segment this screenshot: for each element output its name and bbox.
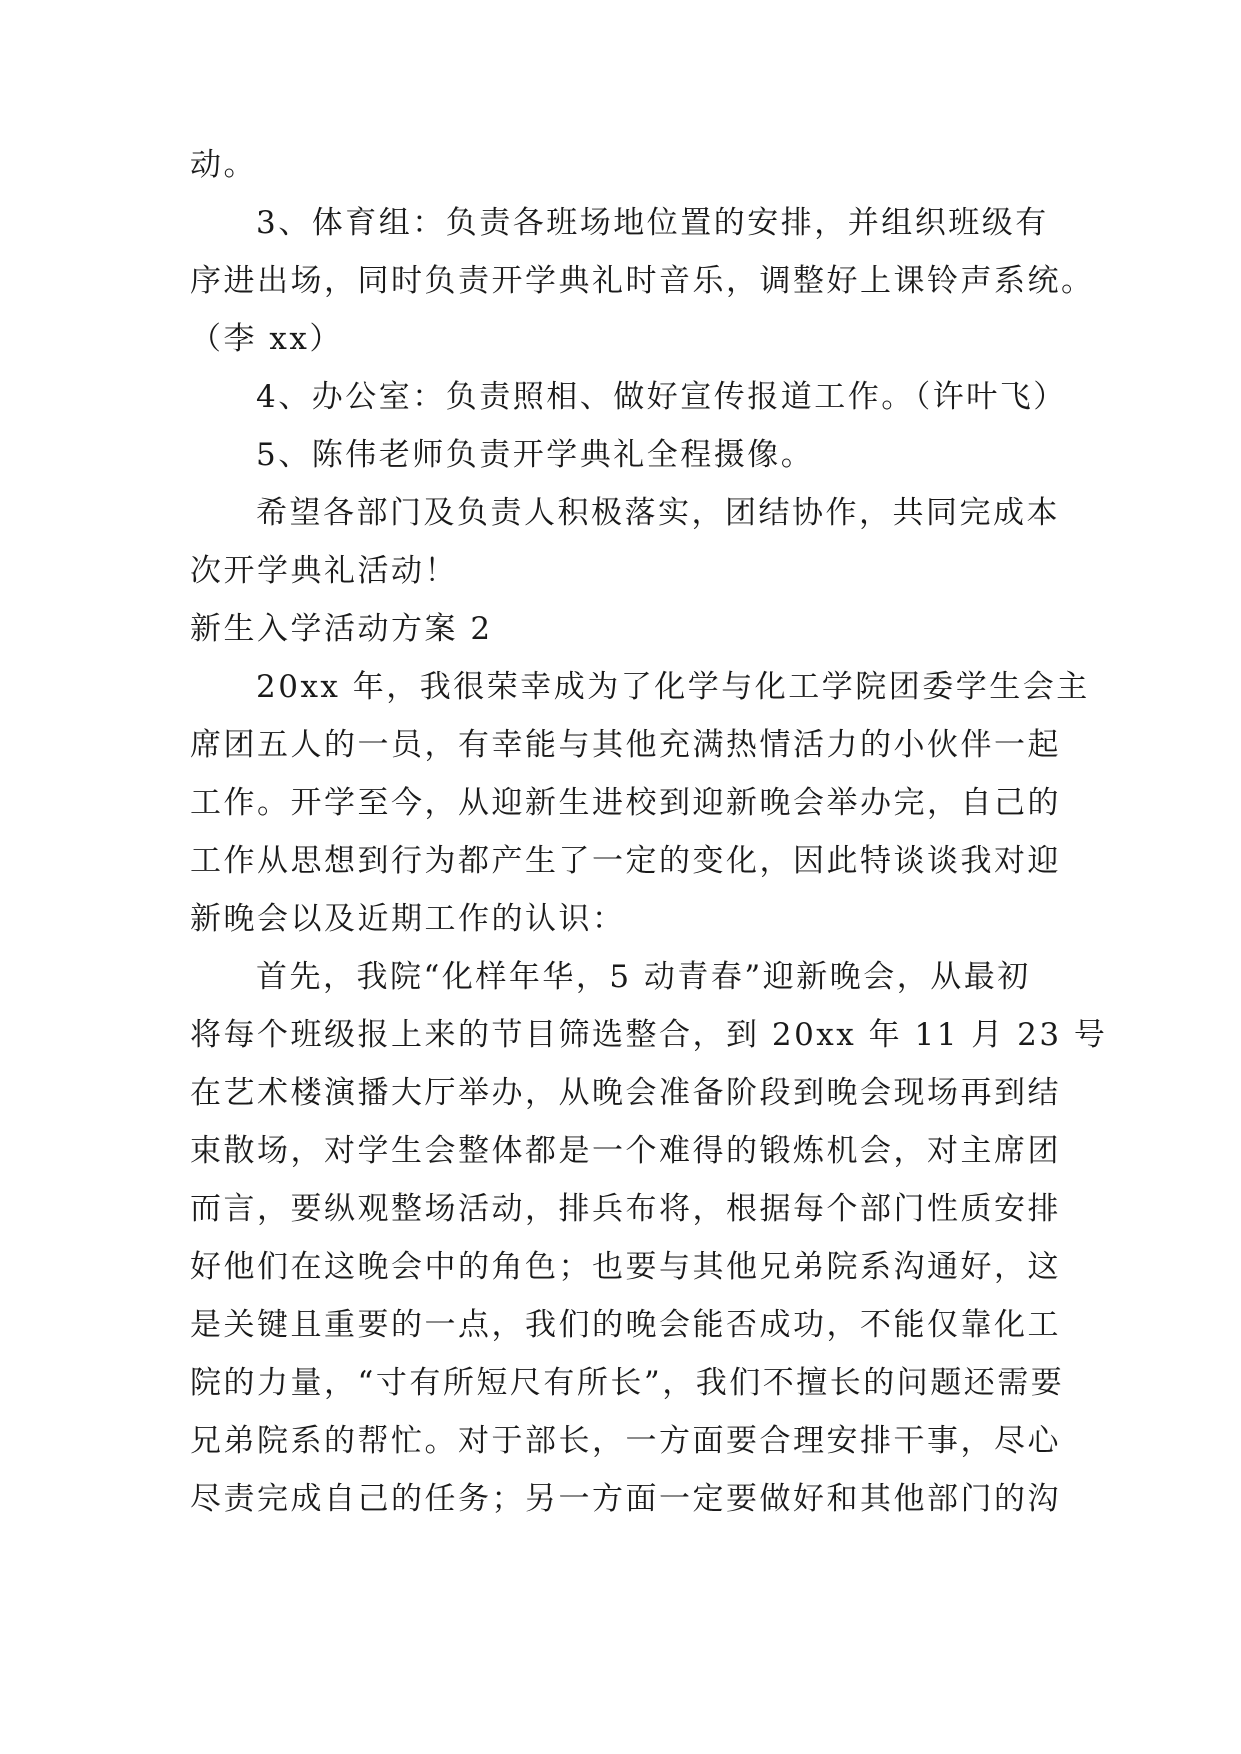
paragraph-closing: 希望各部门及负责人积极落实，团结协作，共同完成本 <box>256 495 1060 531</box>
text-line: 束散场，对学生会整体都是一个难得的锻炼机会，对主席团 <box>190 1133 1061 1169</box>
text-line: 好他们在这晚会中的角色；也要与其他兄弟院系沟通好，这 <box>190 1249 1061 1285</box>
text-line: 次开学典礼活动！ <box>190 553 458 589</box>
text-line: 而言，要纵观整场活动，排兵布将，根据每个部门性质安排 <box>190 1191 1061 1227</box>
text-line: 兄弟院系的帮忙。对于部长，一方面要合理安排干事，尽心 <box>190 1423 1061 1459</box>
text-line: 序进出场，同时负责开学典礼时音乐，调整好上课铃声系统。 <box>190 263 1095 299</box>
paragraph-first: 首先，我院“化样年华，5 动青春”迎新晚会，从最初 <box>256 959 1031 995</box>
text-line: 席团五人的一员，有幸能与其他充满热情活力的小伙伴一起 <box>190 727 1061 763</box>
text-line: 院的力量，“寸有所短尺有所长”，我们不擅长的问题还需要 <box>190 1365 1065 1401</box>
paragraph-intro: 20xx 年，我很荣幸成为了化学与化工学院团委学生会主 <box>256 669 1090 705</box>
text-line: 在艺术楼演播大厅举办，从晚会准备阶段到晚会现场再到结 <box>190 1075 1061 1111</box>
text-line: 将每个班级报上来的节目筛选整合，到 20xx 年 11 月 23 号 <box>190 1017 1108 1053</box>
text-line: （李 xx） <box>190 321 343 357</box>
list-item-video: 5、陈伟老师负责开学典礼全程摄像。 <box>256 437 815 473</box>
text-line: 工作。开学至今，从迎新生进校到迎新晚会举办完，自己的 <box>190 785 1061 821</box>
list-item-sports-group: 3、体育组：负责各班场地位置的安排，并组织班级有 <box>256 205 1049 241</box>
text-line: 新晚会以及近期工作的认识： <box>190 901 626 937</box>
list-item-office: 4、办公室：负责照相、做好宣传报道工作。（许叶飞） <box>256 379 1067 415</box>
text-line: 尽责完成自己的任务；另一方面一定要做好和其他部门的沟 <box>190 1481 1061 1517</box>
section-heading: 新生入学活动方案 2 <box>190 611 493 647</box>
text-line: 动。 <box>190 147 257 183</box>
text-line: 工作从思想到行为都产生了一定的变化，因此特谈谈我对迎 <box>190 843 1061 879</box>
text-line: 是关键且重要的一点，我们的晚会能否成功，不能仅靠化工 <box>190 1307 1061 1343</box>
document-body <box>190 136 1108 1528</box>
